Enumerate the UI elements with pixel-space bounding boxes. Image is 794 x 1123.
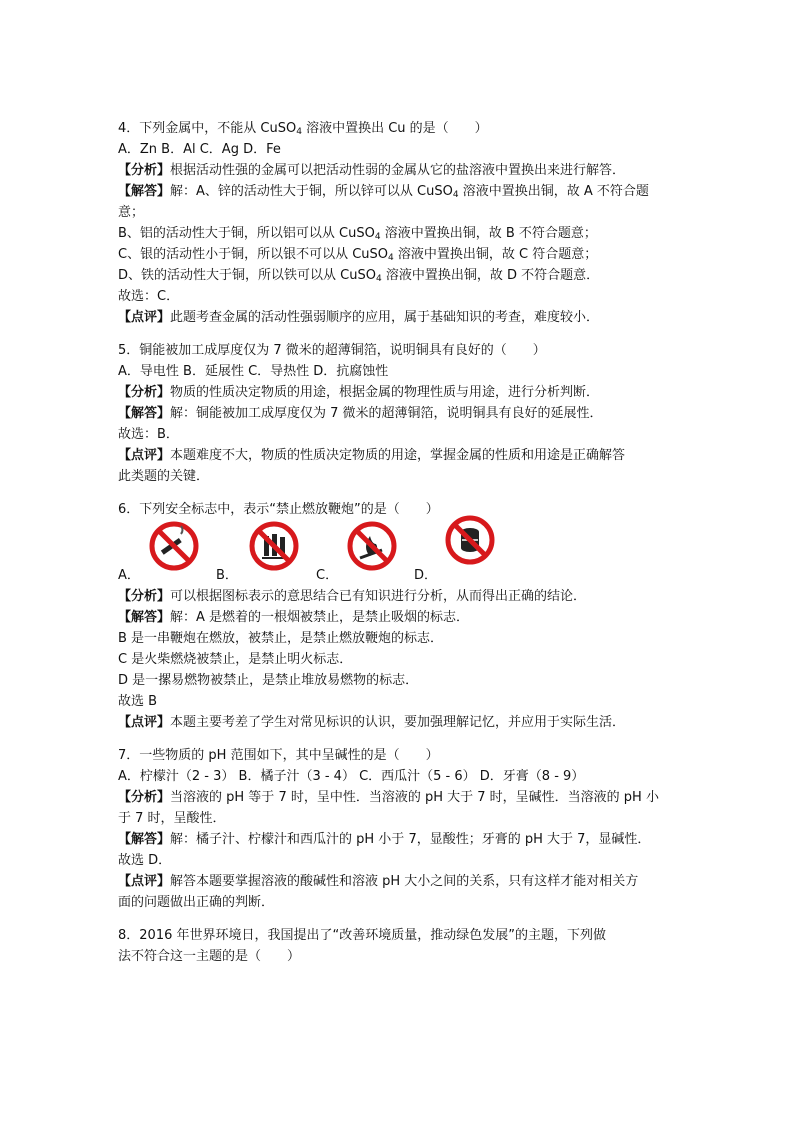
question-options: A．柠檬汁（2 - 3） B．橘子汁（3 - 4） C．西瓜汁（5 - 6） D．牙膏（8 - 9） — [118, 769, 585, 784]
answer-line: 【解答】解：A、锌的活动性大于铜，所以锌可以从 CuSO$_4$ 溶液中置换出铜，故 A 不符合题 — [118, 184, 649, 200]
comment: 面的问题做出正确的判断． — [118, 895, 275, 910]
choice: 故选：B． — [118, 427, 179, 442]
choice: 故选 B — [118, 694, 158, 709]
no-flammable-stacking-sign-icon — [444, 514, 496, 566]
comment: 【点评】此题考查金属的活动性强弱顺序的应用，属于基础知识的考查，难度较小． — [118, 310, 600, 325]
option-d-label: D． — [414, 568, 438, 583]
question-7 — [118, 745, 678, 913]
question-stem: 8．2016 年世界环境日，我国提出了“改善环境质量，推动绿色发展”的主题，下列做 — [118, 928, 606, 943]
question-5 — [118, 340, 678, 487]
answer-line: D 是一摞易燃物被禁止，是禁止堆放易燃物的标志． — [118, 673, 419, 688]
analysis: 【分析】当溶液的 pH 等于 7 时，呈中性．当溶液的 pH 大于 7 时，呈碱性．当溶液的 pH 小 — [118, 790, 659, 805]
option-c-label: C． — [316, 568, 339, 583]
question-stem: 6．下列安全标志中，表示“禁止燃放鞭炮”的是（ ） — [118, 502, 439, 517]
question-stem: 法不符合这一主题的是（ ） — [118, 949, 301, 964]
answer-line: B 是一串鞭炮在燃放，被禁止，是禁止燃放鞭炮的标志． — [118, 631, 444, 646]
question-4 — [118, 118, 678, 328]
question-stem: 5．铜能被加工成厚度仅为 7 微米的超薄铜箔，说明铜具有良好的（ ） — [118, 343, 546, 358]
question-options: A．Zn B．Al C．Ag D．Fe — [118, 142, 281, 157]
comment: 【点评】解答本题要掌握溶液的酸碱性和溶液 pH 大小之间的关系，只有这样才能对相关方 — [118, 874, 639, 889]
no-open-flame-sign-icon — [346, 520, 398, 572]
answer-line: 意； — [118, 205, 145, 220]
question-6 — [118, 499, 678, 733]
analysis: 【分析】根据活动性强的金属可以把活动性弱的金属从它的盐溶液中置换出来进行解答． — [118, 163, 626, 178]
analysis: 于 7 时，呈酸性． — [118, 811, 226, 826]
analysis: 【分析】可以根据图标表示的意思结合已有知识进行分析，从而得出正确的结论． — [118, 589, 587, 604]
option-b-label: B． — [216, 568, 238, 583]
document-page — [118, 118, 678, 967]
answer-line: 【解答】解：A 是燃着的一根烟被禁止，是禁止吸烟的标志． — [118, 610, 470, 625]
sign-options — [118, 520, 678, 586]
question-8 — [118, 925, 678, 967]
answer-line: 【解答】解：橘子汁、柠檬汁和西瓜汁的 pH 小于 7，显酸性；牙膏的 pH 大于 7，显碱性． — [118, 832, 651, 847]
no-firecrackers-sign-icon — [248, 520, 300, 572]
no-smoking-sign-icon — [148, 520, 200, 572]
answer-line: 【解答】解：铜能被加工成厚度仅为 7 微米的超薄铜箔，说明铜具有良好的延展性． — [118, 406, 603, 421]
comment: 此类题的关键． — [118, 469, 210, 484]
answer-line: B、铝的活动性大于铜，所以铝可以从 CuSO$_4$ 溶液中置换出铜，故 B 不符合题意； — [118, 226, 597, 242]
option-a-label: A． — [118, 568, 140, 583]
answer-line: C、银的活动性小于铜，所以银不可以从 CuSO$_4$ 溶液中置换出铜，故 C 符合题意； — [118, 247, 598, 263]
answer-line: D、铁的活动性大于铜，所以铁可以从 CuSO$_4$ 溶液中置换出铜，故 D 不符合题意． — [118, 268, 600, 284]
choice: 故选 D． — [118, 853, 172, 868]
analysis: 【分析】物质的性质决定物质的用途，根据金属的物理性质与用途，进行分析判断． — [118, 385, 600, 400]
choice: 故选：C． — [118, 289, 180, 304]
answer-line: C 是火柴燃烧被禁止，是禁止明火标志． — [118, 652, 353, 667]
question-stem: 4．下列金属中，不能从 CuSO$_4$ 溶液中置换出 Cu 的是（ ） — [118, 121, 488, 137]
question-options: A．导电性 B．延展性 C．导热性 D．抗腐蚀性 — [118, 364, 389, 379]
question-stem: 7．一些物质的 pH 范围如下，其中呈碱性的是（ ） — [118, 748, 439, 763]
comment: 【点评】本题主要考差了学生对常见标识的认识，要加强理解记忆，并应用于实际生活． — [118, 715, 626, 730]
comment: 【点评】本题难度不大，物质的性质决定物质的用途，掌握金属的性质和用途是正确解答 — [118, 448, 626, 463]
